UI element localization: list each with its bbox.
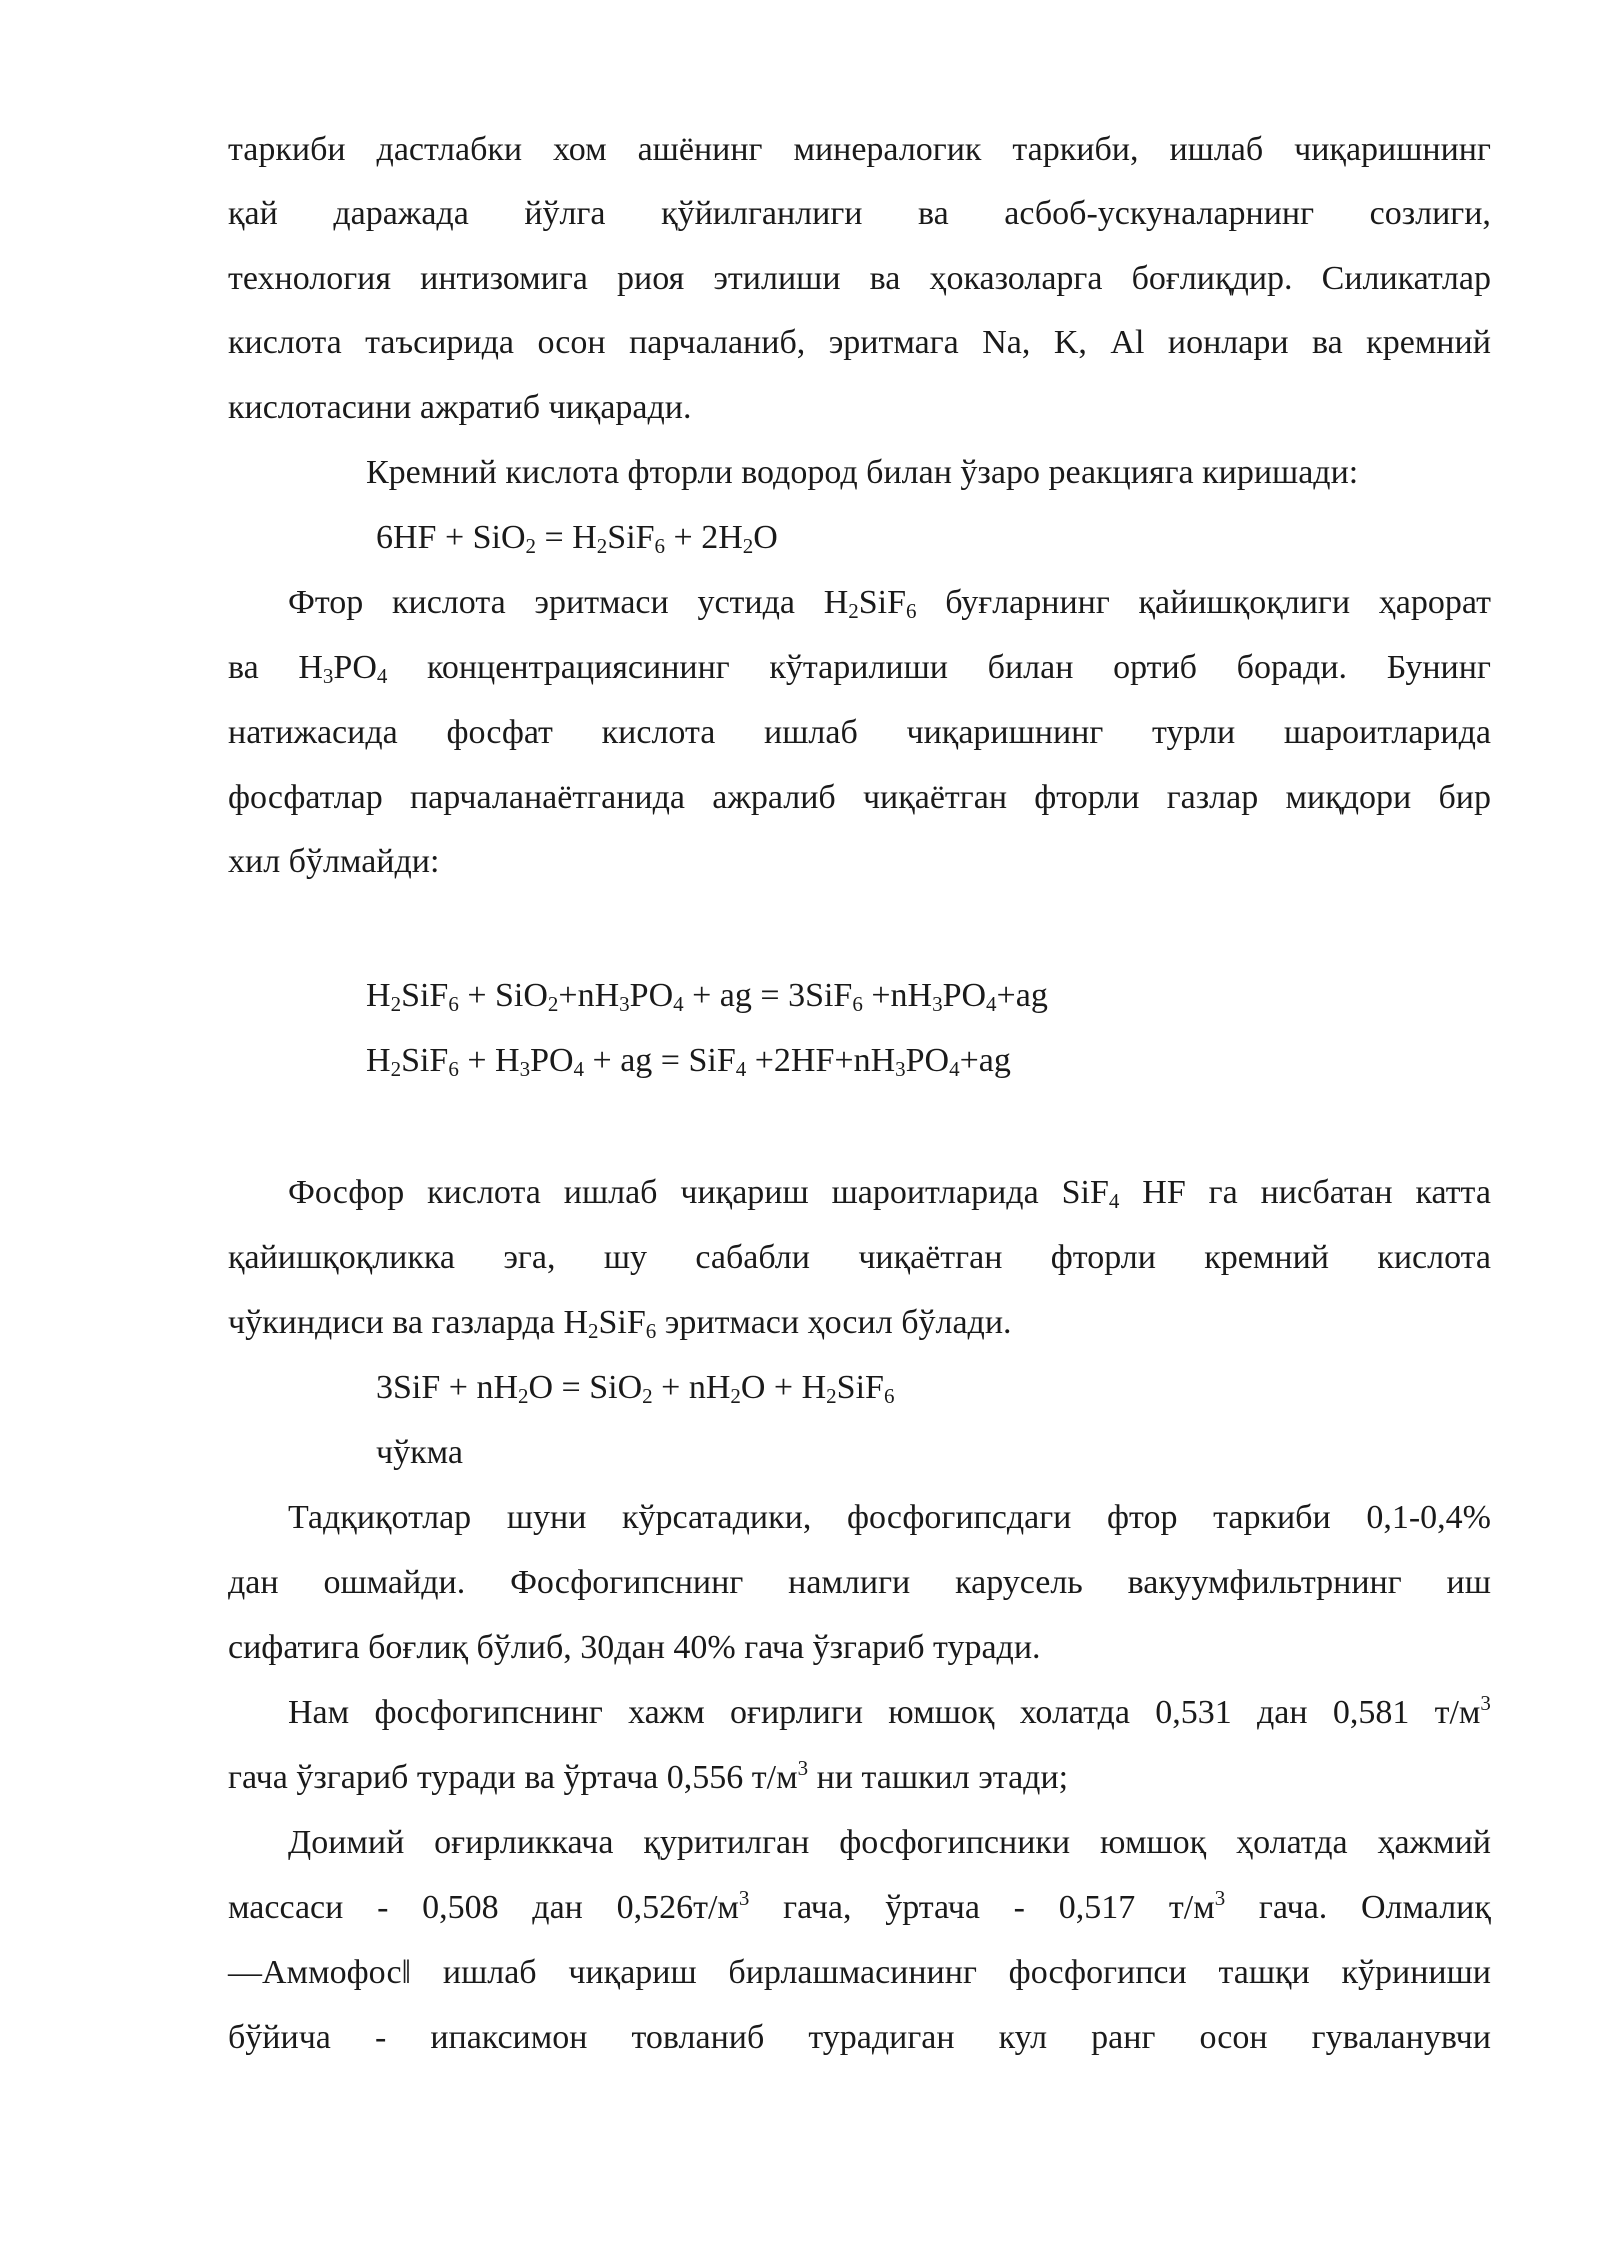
- text-line: Нам фосфогипснинг хажм оғирлиги юмшоқ холатда 0,531 дан 0,581 $т/м^3$: [288, 1691, 1491, 1731]
- text-line: қайишқоқликка эга, шу сабабли чиқаётган фторли кремний кислота: [228, 1239, 1491, 1276]
- text-line: технология интизомига риоя этилиши ва ҳоказоларга боғлиқдир. Силикатлар: [228, 260, 1491, 297]
- text-line: Тадқиқотлар шуни кўрсатадики, фосфогипсдаги фтор таркиби 0,1-0,4%: [288, 1499, 1491, 1536]
- text-line: фосфатлар парчаланаётганида ажралиб чиқаётган фторли газлар миқдори бир: [228, 779, 1491, 816]
- text-line: натижасида фосфат кислота ишлаб чиқаришнинг турли шароитларида: [228, 714, 1491, 751]
- text-line: таркиби дастлабки хом ашёнинг минералогик таркиби, ишлаб чиқаришнинг: [228, 131, 1491, 168]
- text-line: Фтор кислота эритмаси устида $H_2SiF_6$ буғларнинг қайишқоқлиги ҳарорат: [288, 584, 1491, 623]
- text-line: ва $H_3PO_4$ концентрациясининг кўтарилиши билан ортиб боради. Бунинг: [228, 649, 1491, 688]
- text-line: қай даражада йўлга қўйилганлиги ва асбоб-ускуналарнинг созлиги,: [228, 195, 1491, 232]
- text-line: гача ўзгариб туради ва ўртача 0,556 $т/м^3$ ни ташкил этади;: [228, 1756, 1069, 1796]
- text-line: Фосфор кислота ишлаб чиқариш шароитларида SiF$_4$ HF га нисбатан катта: [288, 1174, 1491, 1213]
- text-line: Доимий оғирликкача қуритилган фосфогипсники юмшоқ ҳолатда ҳажмий: [288, 1824, 1491, 1861]
- text-line: дан ошмайди. Фосфогипснинг намлиги карусель вакуумфильтрнинг иш: [228, 1564, 1491, 1601]
- text-line: сифатига боғлиқ бўлиб, 30дан 40% гача ўзгариб туради.: [228, 1629, 1041, 1666]
- text-line: Кремний кислота фторли водород билан ўзаро реакцияга киришади:: [366, 454, 1359, 491]
- text-line: кислота таъсирида осон парчаланиб, эритмага Na, K, Al ионлари ва кремний: [228, 324, 1491, 361]
- text-line: чўкиндиси ва газларда $H_2SiF_6$ эритмаси ҳосил бўлади.: [228, 1304, 1012, 1343]
- text-line: $H_2SiF_6 + SiO_2+nH_3PO_4$ + ag = $3SiF_6 +nH_3PO_4+ag$: [366, 977, 1048, 1016]
- text-line: $6HF + SiO_2 = H_2SiF_6 + 2H_2O$: [376, 519, 778, 558]
- text-line: массаси - 0,508 дан $0,526т/м^3$ гача, ўртача - 0,517 $т/м^3$ гача. Олмалиқ: [228, 1886, 1491, 1926]
- text-line: кислотасини ажратиб чиқаради.: [228, 389, 692, 426]
- text-line: ―Аммофос‖ ишлаб чиқариш бирлашмасининг фосфогипси ташқи кўриниши: [228, 1954, 1491, 1991]
- text-line: чўкма: [376, 1434, 463, 1471]
- text-line: хил бўлмайди:: [228, 843, 440, 880]
- text-line: $H_2SiF_6 + H_3PO_4$ + ag = $SiF_4 +2HF+nH_3PO_4+ag$: [366, 1042, 1011, 1081]
- text-line: бўйича - ипаксимон товланиб турадиган кул ранг осон гуваланувчи: [228, 2019, 1491, 2056]
- text-line: $3SiF + nH_2O = SiO_2 + nH_2O + H_2SiF_6$: [376, 1369, 895, 1408]
